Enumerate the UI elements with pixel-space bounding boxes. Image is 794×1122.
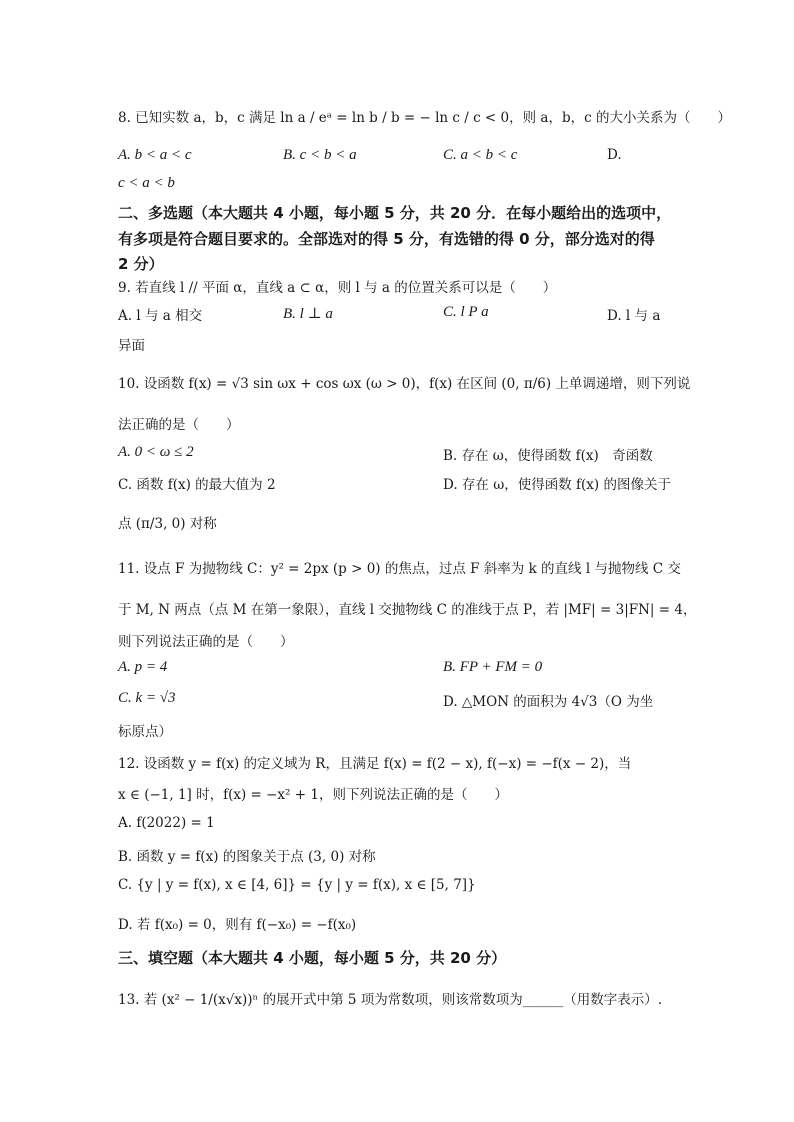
q11-option-d-text: 标原点） bbox=[118, 724, 172, 740]
q11-stem-line3: 则下列说法正确的是（ ） bbox=[118, 634, 294, 650]
q10-stem-line2: 法正确的是（ ） bbox=[118, 417, 240, 433]
q10-option-d: D. 存在 ω，使得函数 f(x) 的图像关于 bbox=[443, 477, 671, 493]
q12-option-c: C. {y | y = f(x), x ∈ [4, 6]} = {y | y = f(x), x ∈ [5, 7]} bbox=[118, 877, 476, 893]
q8-option-c: C. a < b < c bbox=[443, 147, 518, 163]
q10-option-d-text: 点 (π/3, 0) 对称 bbox=[118, 516, 217, 532]
q9-option-a: A. l 与 a 相交 bbox=[118, 308, 203, 324]
q12-option-b: B. 函数 y = f(x) 的图象关于点 (3, 0) 对称 bbox=[118, 849, 376, 865]
q8-option-d-text: c < a < b bbox=[118, 175, 175, 191]
q11-option-a: A. p = 4 bbox=[118, 659, 168, 675]
q11-option-b: B. FP + FM = 0 bbox=[443, 659, 543, 675]
q8-option-a: A. b < a < c bbox=[118, 147, 192, 163]
section2-heading-line2: 有多项是符合题目要求的。全部选对的得 5 分，有选错的得 0 分，部分选对的得 bbox=[118, 230, 655, 248]
q9-option-d-text: 异面 bbox=[118, 338, 145, 354]
q11-option-c: C. k = √3 bbox=[118, 690, 176, 706]
q11-stem-line2: 于 M, N 两点（点 M 在第一象限），直线 l 交抛物线 C 的准线于点 P，若 |MF| = 3|FN| = 4， bbox=[118, 602, 697, 618]
q9-option-c: C. l P a bbox=[443, 304, 489, 320]
q10-option-a: A. 0 < ω ≤ 2 bbox=[118, 444, 194, 460]
section2-heading-line3: 2 分） bbox=[118, 255, 164, 273]
q9-option-b: B. l ⊥ a bbox=[283, 306, 333, 322]
q11-option-d: D. △MON 的面积为 4√3（O 为坐 bbox=[443, 694, 654, 710]
q8-stem: 8. 已知实数 a，b，c 满足 ln a / eᵃ = ln b / b = − ln c / c < 0，则 a，b，c 的大小关系为（ ） bbox=[118, 110, 731, 126]
section2-heading-line1: 二、多选题（本大题共 4 小题，每小题 5 分，共 20 分．在每小题给出的选项中， bbox=[118, 204, 672, 222]
q8-option-b: B. c < b < a bbox=[283, 147, 357, 163]
q12-option-d: D. 若 f(x₀) = 0，则有 f(−x₀) = −f(x₀) bbox=[118, 917, 357, 933]
q10-option-b: B. 存在 ω，使得函数 f(x) 奇函数 bbox=[443, 448, 653, 464]
q13-stem: 13. 若 (x² − 1/(x√x))ⁿ 的展开式中第 5 项为常数项，则该常数项为______（用数字表示）. bbox=[118, 992, 663, 1008]
section3-heading: 三、填空题（本大题共 4 小题，每小题 5 分，共 20 分） bbox=[118, 949, 507, 967]
q9-option-d: D. l 与 a bbox=[607, 308, 661, 324]
q12-stem-line1: 12. 设函数 y = f(x) 的定义域为 R，且满足 f(x) = f(2 − x), f(−x) = −f(x − 2)，当 bbox=[118, 756, 632, 772]
q12-stem-line2: x ∈ (−1, 1] 时，f(x) = −x² + 1，则下列说法正确的是（ ） bbox=[118, 787, 508, 803]
q10-stem-line1: 10. 设函数 f(x) = √3 sin ωx + cos ωx (ω > 0)，f(x) 在区间 (0, π/6) 上单调递增，则下列说 bbox=[118, 376, 691, 392]
q9-stem: 9. 若直线 l // 平面 α，直线 a ⊂ α，则 l 与 a 的位置关系可以是（ ） bbox=[118, 280, 557, 296]
q8-option-d: D. bbox=[607, 147, 622, 163]
q10-option-c: C. 函数 f(x) 的最大值为 2 bbox=[118, 477, 276, 493]
q11-stem-line1: 11. 设点 F 为抛物线 C：y² = 2px (p > 0) 的焦点，过点 F 斜率为 k 的直线 l 与抛物线 C 交 bbox=[118, 561, 681, 577]
q12-option-a: A. f(2022) = 1 bbox=[118, 815, 215, 831]
